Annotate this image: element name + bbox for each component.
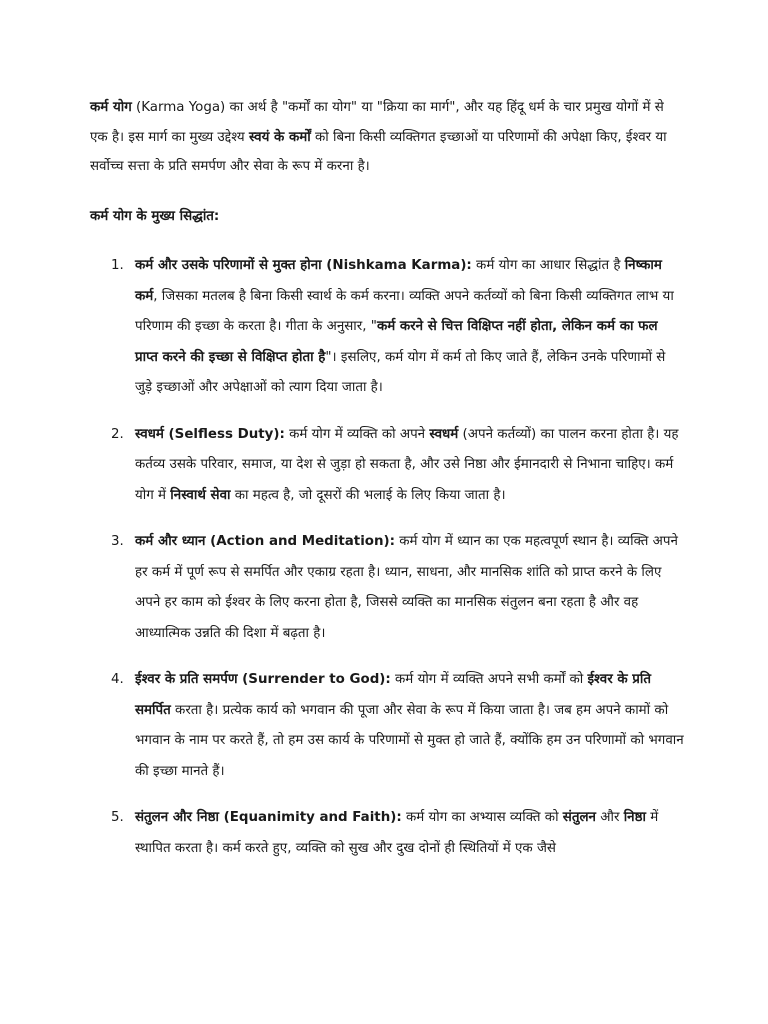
principle-bold: निष्काम कर्म xyxy=(135,258,662,304)
principles-list xyxy=(90,251,684,864)
principle-bold: निस्वार्थ सेवा xyxy=(170,487,231,503)
principle-item xyxy=(90,251,684,404)
principle-bold: कर्म करने से चित्त विक्षिप्त नहीं होता, लेकिन कर्म का फल प्राप्त करने की इच्छा से विक्षिप्त होता है xyxy=(135,319,658,365)
principle-text: करता है। प्रत्येक कार्य को भगवान की पूजा और सेवा के रूप में किया जाता है। जब हम अपने कामों को भगवान के नाम पर करते हैं, तो हम उस कार्य के परिणामों से मुक्त हो जाते हैं, क्योंकि हम उन परिणामों को भगवान की इच्छा मानते हैं। xyxy=(135,702,684,779)
principle-text: कर्म योग में व्यक्ति को अपने xyxy=(284,426,430,442)
section-heading: कर्म योग के मुख्य सिद्धांत: xyxy=(90,208,220,224)
principle-text: और xyxy=(596,810,624,825)
principle-bold: संतुलन xyxy=(562,810,596,825)
principle-number: 1. xyxy=(111,258,124,273)
principle-text: कर्म योग में व्यक्ति अपने सभी कर्मों को xyxy=(390,672,588,687)
principle-item xyxy=(90,527,684,649)
principle-bold: निष्ठा xyxy=(623,810,646,825)
intro-paragraph xyxy=(90,93,684,182)
intro-term: कर्म योग xyxy=(90,100,132,115)
principle-title: स्वधर्म (Selfless Duty): xyxy=(135,426,285,442)
principle-text: (अपने कर्तव्यों) का पालन करना होता है। यह कर्तव्य उसके परिवार, समाज, या देश से जुड़ा हो सकता है, और उसे निष्ठा और ईमानदारी से निभाना चाहिए। कर्म योग में xyxy=(135,426,679,503)
intro-text-2: को बिना किसी व्यक्तिगत इच्छाओं या परिणामों की अपेक्षा किए, ईश्वर या सर्वोच्च सत्ता के प्रति समर्पण और सेवा के रूप में करना है। xyxy=(90,129,667,174)
principle-bold: स्वधर्म xyxy=(429,426,459,442)
principle-title: कर्म और उसके परिणामों से मुक्त होना (Nishkama Karma): xyxy=(135,258,472,273)
principle-text: "। इसलिए, कर्म योग में कर्म तो किए जाते हैं, लेकिन उनके परिणामों से जुड़े इच्छाओं और अपेक्षाओं को त्याग दिया जाता है। xyxy=(135,349,666,395)
principle-item xyxy=(90,420,684,512)
principle-item xyxy=(90,803,684,864)
principle-title: कर्म और ध्यान (Action and Meditation): xyxy=(135,534,395,549)
principle-number: 5. xyxy=(111,810,124,825)
principle-text: का महत्व है, जो दूसरों की भलाई के लिए किया जाता है। xyxy=(230,487,506,503)
principle-bold: ईश्वर के प्रति समर्पित xyxy=(135,672,651,718)
principle-title: ईश्वर के प्रति समर्पण (Surrender to God): xyxy=(135,672,391,687)
principle-text: कर्म योग में ध्यान का एक महत्वपूर्ण स्थान है। व्यक्ति अपने हर कर्म में पूर्ण रूप से समर्पित और एकाग्र रहता है। ध्यान, साधना, और मानसिक शांति को प्राप्त करने के लिए अपने हर काम को ईश्वर के लिए करना होता है, जिससे व्यक्ति का मानसिक संतुलन बना रहता है और वह आध्यात्मिक उन्नति की दिशा में बढ़ता है। xyxy=(135,534,678,641)
principle-text: , जिसका मतलब है बिना किसी स्वार्थ के कर्म करना। व्यक्ति अपने कर्तव्यों को बिना किसी व्यक्तिगत लाभ या परिणाम की इच्छा के करता है। गीता के अनुसार, " xyxy=(135,288,674,334)
principle-number: 3. xyxy=(111,534,124,549)
principle-item xyxy=(90,665,684,787)
principle-title: संतुलन और निष्ठा (Equanimity and Faith): xyxy=(135,810,402,825)
principle-text: कर्म योग का अभ्यास व्यक्ति को xyxy=(401,810,563,825)
intro-text-1: (Karma Yoga) का अर्थ है "कर्मों का योग" या "क्रिया का मार्ग", और यह हिंदू धर्म के चार प्रमुख योगों में से एक है। इस मार्ग का मुख्य उद्देश्य xyxy=(90,100,664,145)
principle-number: 4. xyxy=(111,672,124,687)
principle-text: में स्थापित करता है। कर्म करते हुए, व्यक्ति को सुख और दुख दोनों ही स्थितियों में एक जैसे xyxy=(135,810,659,856)
principle-text: कर्म योग का आधार सिद्धांत है xyxy=(471,258,625,273)
principle-number: 2. xyxy=(111,426,124,442)
intro-bold-1: स्वयं के कर्मों xyxy=(248,129,311,145)
